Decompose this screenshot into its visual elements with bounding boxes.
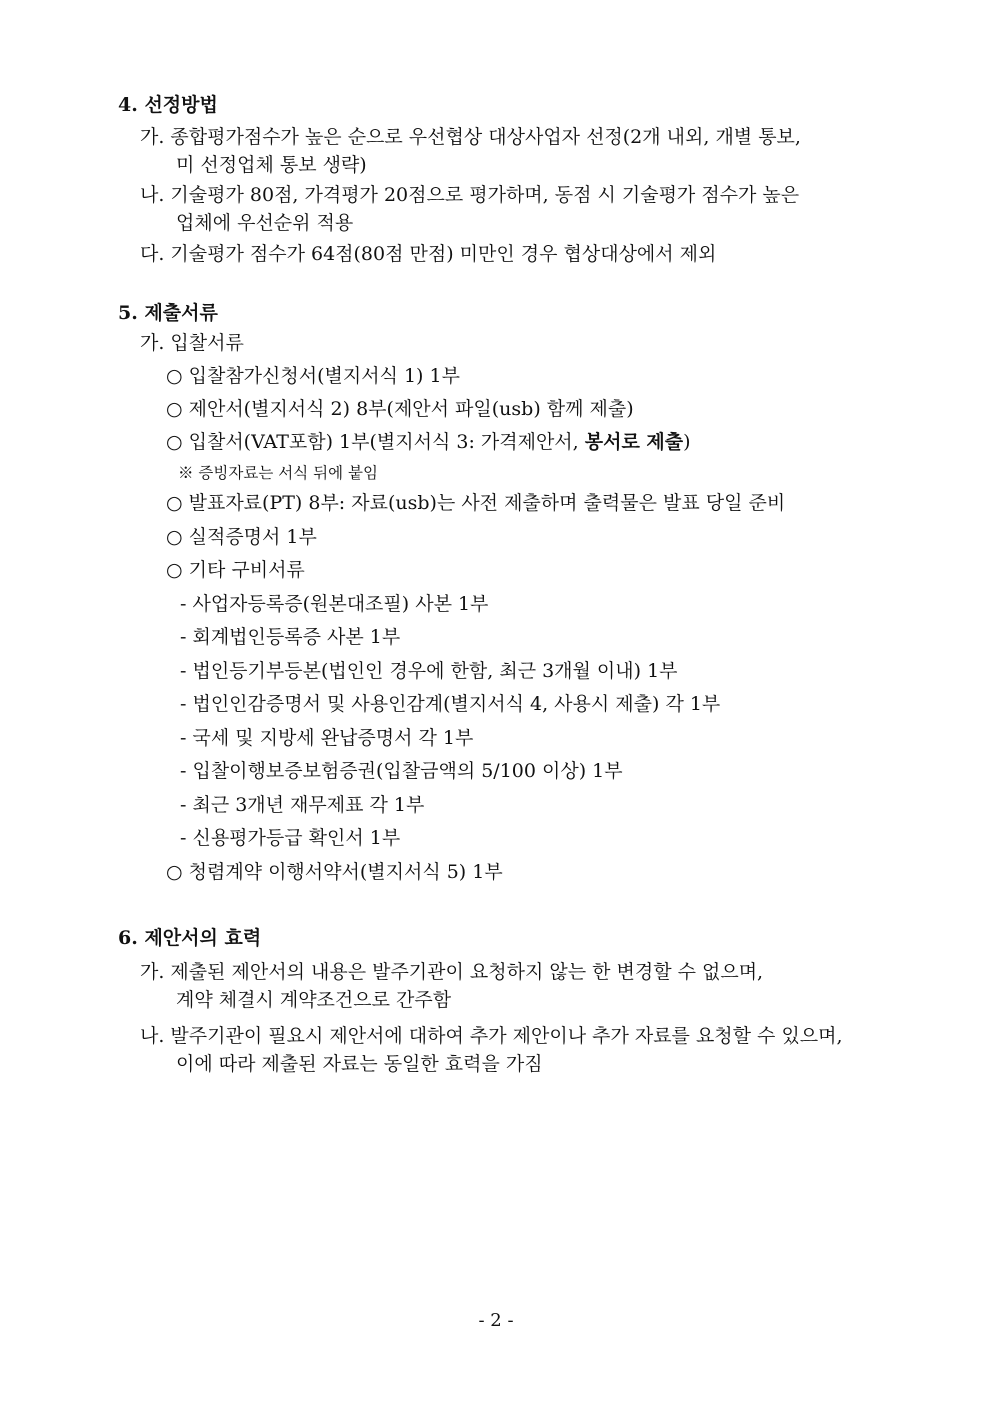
s6-item-b-line1: 나. 발주기관이 필요시 제안서에 대하여 추가 제안이나 추가 자료를 요청할 수 있으며, bbox=[140, 1025, 843, 1047]
section-4-title: 4. 선정방법 bbox=[118, 94, 218, 116]
s6-item-a-line2: 계약 체결시 계약조건으로 간주함 bbox=[176, 989, 452, 1011]
s5-dash-item: - 신용평가등급 확인서 1부 bbox=[180, 827, 401, 849]
s5-dash-item: - 입찰이행보증보험증권(입찰금액의 5/100 이상) 1부 bbox=[180, 760, 623, 782]
s5-bullet-other: ○ 기타 구비서류 bbox=[166, 559, 305, 581]
s5-sub-bid-documents: 가. 입찰서류 bbox=[140, 332, 244, 354]
s4-item-b-line1: 나. 기술평가 80점, 가격평가 20점으로 평가하며, 동점 시 기술평가 점수가 높은 bbox=[140, 184, 800, 206]
section-5-title: 5. 제출서류 bbox=[118, 302, 218, 324]
bid-suffix: ) bbox=[683, 431, 691, 453]
s5-dash-item: - 법인인감증명서 및 사용인감계(별지서식 4, 사용시 제출) 각 1부 bbox=[180, 693, 721, 715]
s4-item-a-line1: 가. 종합평가점수가 높은 순으로 우선협상 대상사업자 선정(2개 내외, 개별 통보, bbox=[140, 126, 801, 148]
s5-bullet-bid bbox=[166, 429, 691, 455]
s5-bullet-performance: ○ 실적증명서 1부 bbox=[166, 526, 317, 548]
s5-note-evidence: ※ 증빙자료는 서식 뒤에 붙임 bbox=[178, 464, 378, 482]
s5-dash-item: - 법인등기부등본(법인인 경우에 한함, 최근 3개월 이내) 1부 bbox=[180, 660, 678, 682]
section-6-title: 6. 제안서의 효력 bbox=[118, 927, 262, 949]
bid-prefix: ○ 입찰서(VAT포함) 1부(별지서식 3: 가격제안서, bbox=[166, 431, 585, 453]
s5-dash-item: - 사업자등록증(원본대조필) 사본 1부 bbox=[180, 593, 489, 615]
s5-dash-item: - 국세 및 지방세 완납증명서 각 1부 bbox=[180, 727, 474, 749]
s4-item-a-line2: 미 선정업체 통보 생략) bbox=[176, 154, 367, 176]
s6-item-a-line1: 가. 제출된 제안서의 내용은 발주기관이 요청하지 않는 한 변경할 수 없으며, bbox=[140, 961, 764, 983]
s5-bullet-proposal: ○ 제안서(별지서식 2) 8부(제안서 파일(usb) 함께 제출) bbox=[166, 398, 634, 420]
s4-item-c-line1: 다. 기술평가 점수가 64점(80점 만점) 미만인 경우 협상대상에서 제외 bbox=[140, 243, 717, 265]
s5-bullet-presentation: ○ 발표자료(PT) 8부: 자료(usb)는 사전 제출하며 출력물은 발표 당일 준비 bbox=[166, 492, 786, 514]
s4-item-b-line2: 업체에 우선순위 적용 bbox=[176, 212, 354, 234]
s5-dash-item: - 회계법인등록증 사본 1부 bbox=[180, 626, 401, 648]
page-number: - 2 - bbox=[478, 1310, 514, 1331]
s5-dash-item: - 최근 3개년 재무제표 각 1부 bbox=[180, 794, 425, 816]
s5-bullet-integrity: ○ 청렴계약 이행서약서(별지서식 5) 1부 bbox=[166, 861, 503, 883]
bid-bold-sealed: 봉서로 제출 bbox=[584, 431, 684, 453]
s6-item-b-line2: 이에 따라 제출된 자료는 동일한 효력을 가짐 bbox=[176, 1053, 543, 1075]
s5-bullet-application: ○ 입찰참가신청서(별지서식 1) 1부 bbox=[166, 365, 460, 387]
